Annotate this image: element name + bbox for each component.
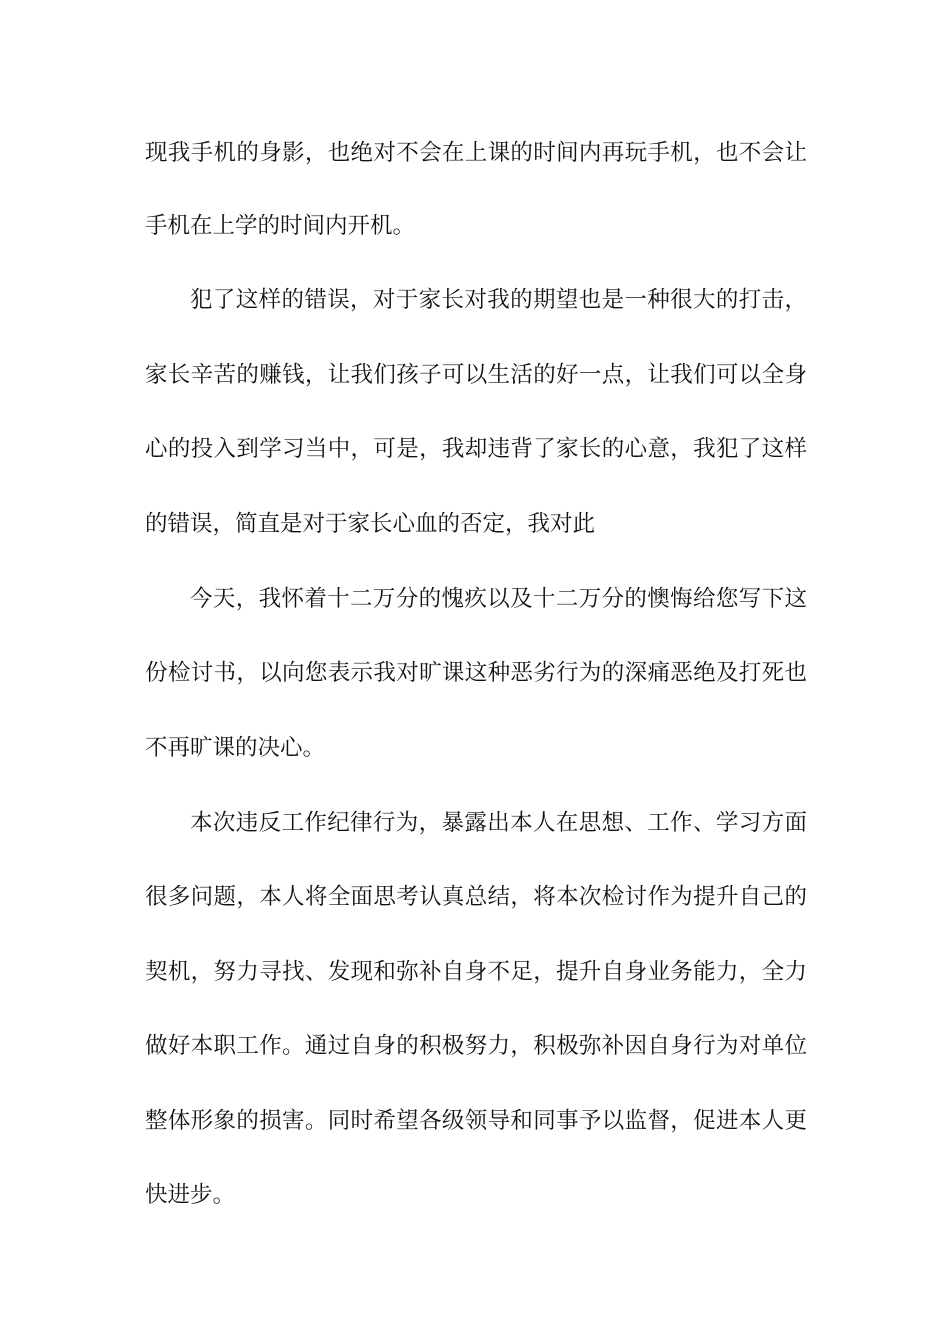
paragraph-first-line: 本次违反工作纪律行为，暴露出本人在思想、工作、学习方面	[190, 810, 807, 836]
text-line: 很多问题，本人将全面思考认真总结，将本次检讨作为提升自己的	[145, 884, 807, 910]
text-line: 的错误，简直是对于家长心血的否定，我对此	[145, 511, 596, 537]
text-line: 快进步。	[145, 1182, 236, 1208]
text-line: 不再旷课的决心。	[145, 735, 326, 761]
text-line: 心的投入到学习当中，可是，我却违背了家长的心意，我犯了这样	[145, 436, 807, 462]
text-line: 手机在上学的时间内开机。	[145, 213, 416, 239]
text-line: 整体形象的损害。同时希望各级领导和同事予以监督，促进本人更	[145, 1108, 807, 1134]
text-line: 家长辛苦的赚钱，让我们孩子可以生活的好一点，让我们可以全身	[145, 362, 807, 388]
paragraph-first-line: 今天，我怀着十二万分的愧疚以及十二万分的懊悔给您写下这	[190, 586, 807, 612]
text-line: 做好本职工作。通过自身的积极努力，积极弥补因自身行为对单位	[145, 1033, 807, 1059]
text-line: 现我手机的身影，也绝对不会在上课的时间内再玩手机，也不会让	[145, 140, 807, 166]
text-line: 份检讨书，以向您表示我对旷课这种恶劣行为的深痛恶绝及打死也	[145, 660, 807, 686]
text-line: 契机，努力寻找、发现和弥补自身不足，提升自身业务能力，全力	[145, 959, 807, 985]
paragraph-first-line: 犯了这样的错误，对于家长对我的期望也是一种很大的打击，	[190, 287, 807, 313]
